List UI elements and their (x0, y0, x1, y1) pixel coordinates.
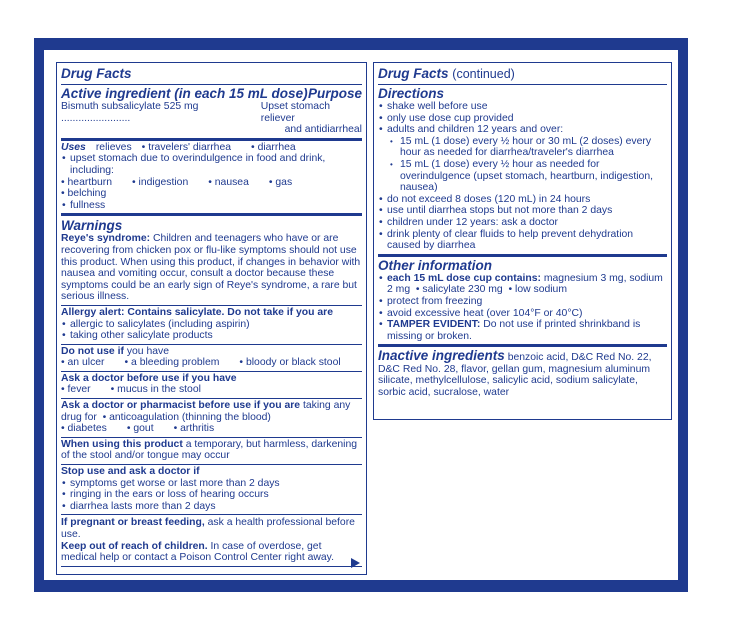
directions-subitem: • 15 mL (1 dose) every ½ hour as needed for overindulgence (upset stomach, heartburn, indigestion, nausea) (378, 159, 667, 194)
stop-use: Stop use and ask a doctor if • symptoms get worse or last more than 2 days • ringing in the ears or loss of hearing occurs • diarrhea lasts more than 2 days (61, 465, 362, 515)
directions-item: • adults and children 12 years and over: (378, 124, 667, 136)
directions-item: • children under 12 years: ask a doctor (378, 217, 667, 229)
reyes-syndrome-warning: Reye's syndrome: Children and teenagers who have or are recovering from chicken pox or flu-like symptoms should not use this product. When using this product, if changes in behavior with nausea and vomiting occur, consult a doctor because these symptoms could be an early sign of Reye's syndrome, a rare but serious illness. (61, 233, 361, 303)
continue-arrow-icon (351, 558, 360, 568)
active-ingredient-section (61, 85, 362, 141)
uses-section (61, 141, 362, 217)
uses-item: • travelers' diarrhea (141, 141, 232, 153)
other-info-item: • protect from freezing (378, 296, 667, 308)
directions-item: • only use dose cup provided (378, 113, 667, 125)
uses-heading: Uses (61, 141, 86, 153)
purpose-line-1: Upset stomach reliever (260, 101, 331, 124)
uses-item: • heartburn (61, 176, 113, 188)
uses-item: • diarrhea (251, 141, 296, 153)
warnings-section (61, 216, 362, 566)
ask-pharmacist: Ask a doctor or pharmacist before use if you are taking any drug for • anticoagulation (thinning the blood) • diabetes • gout • arthritis (61, 399, 362, 438)
allergy-alert: Allergy alert: Contains salicylate. Do not take if you are • allergic to salicylates (including aspirin) • taking other salicylate products (61, 306, 362, 345)
uses-item: • upset stomach due to overindulgence in food and drink, including: (61, 153, 362, 176)
purpose-heading: Purpose (307, 86, 362, 101)
other-info-item: • each 15 mL dose cup contains: magnesium 3 mg, sodium 2 mg • salicylate 230 mg • low sodium (378, 273, 667, 296)
other-information-heading: Other information (378, 257, 492, 273)
directions-heading: Directions (378, 86, 445, 101)
inactive-ingredients-heading: Inactive ingredients (378, 348, 505, 364)
drug-facts-panel-left (56, 62, 367, 575)
other-information-section (378, 257, 667, 348)
directions-section (378, 85, 667, 257)
purpose-line-2: and antidiarrheal (284, 124, 362, 136)
do-not-use: Do not use if you have • an ulcer • a bleeding problem • bloody or black stool (61, 345, 362, 372)
other-info-item: • avoid excessive heat (over 104°F or 40°C) (378, 308, 667, 320)
drug-facts-panel-right (373, 62, 672, 420)
when-using: When using this product a temporary, but harmless, darkening of the stool and/or tongue may occur (61, 438, 362, 465)
ask-doctor: Ask a doctor before use if you have • fever • mucus in the stool (61, 372, 362, 399)
drug-facts-title: Drug Facts (61, 66, 132, 81)
active-ingredient-heading: Active ingredient (in each 15 mL dose) (61, 86, 308, 101)
uses-item: relieves (95, 141, 132, 153)
uses-item: • fullness (61, 200, 362, 212)
uses-item: • gas (268, 176, 293, 188)
pregnancy-keep-out: If pregnant or breast feeding, ask a health professional before use. Keep out of reach of children. In case of overdose, get medical help or contact a Poison Control Center right away. (61, 517, 355, 564)
active-ingredient-name: Bismuth subsalicylate 525 mg ........................ (61, 101, 199, 124)
inactive-ingredients-section (378, 347, 667, 400)
directions-subitem: • 15 mL (1 dose) every ½ hour or 30 mL (2 doses) every hour as needed for diarrhea/traveler's diarrhea (378, 136, 667, 159)
uses-item: • nausea (208, 176, 249, 188)
drug-facts-title-section (61, 65, 362, 85)
warnings-heading: Warnings (61, 218, 123, 234)
directions-item: • drink plenty of clear fluids to help prevent dehydration caused by diarrhea (378, 229, 667, 252)
uses-item: • belching (61, 188, 107, 200)
drug-facts-continued-title: Drug Facts (continued) (378, 65, 667, 85)
directions-item: • use until diarrhea stops but not more than 2 days (378, 205, 667, 217)
inactive-ingredients-text: benzoic acid, D&C Red No. 22, D&C Red No. 28, flavor, gellan gum, magnesium aluminum silicate, methylcellulose, salicylic acid, sodium salicylate, sorbic acid, sucralose, water (378, 352, 652, 399)
directions-item: • do not exceed 8 doses (120 mL) in 24 hours (378, 194, 667, 206)
directions-item: • shake well before use (378, 101, 667, 113)
other-info-item: • TAMPER EVIDENT: Do not use if printed shrinkband is missing or broken. (378, 319, 667, 342)
uses-item: • indigestion (132, 176, 189, 188)
